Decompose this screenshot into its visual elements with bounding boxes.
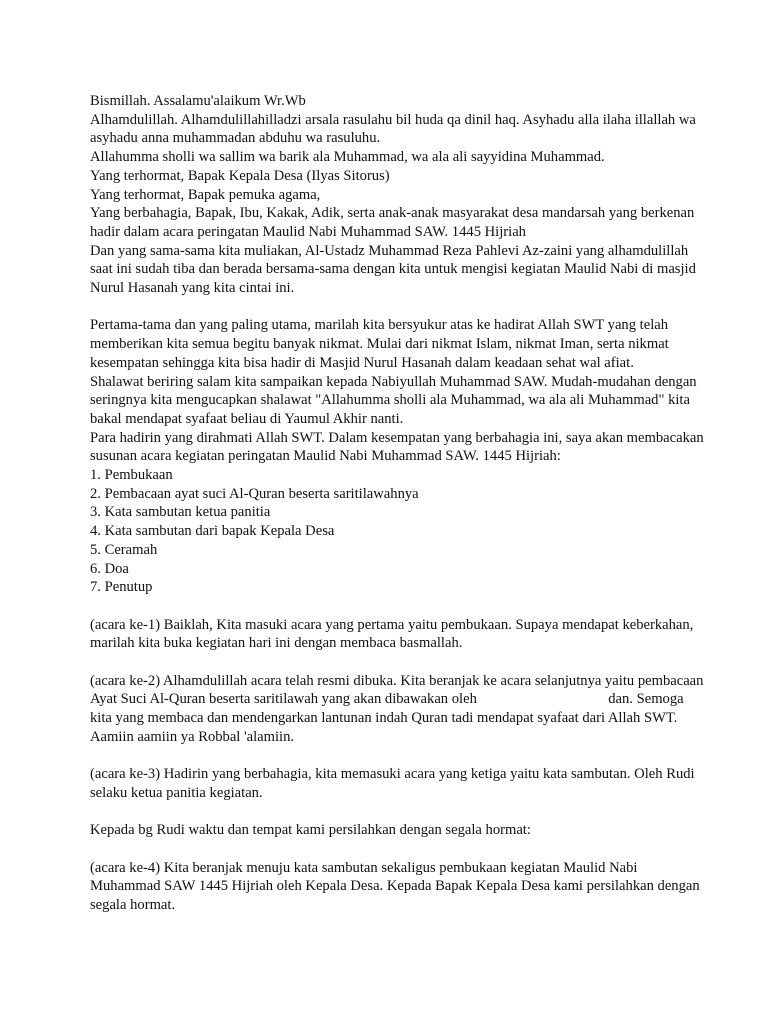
text-line: Muhammad SAW 1445 Hijriah oleh Kepala Desa. Kepada Bapak Kepala Desa kami persilahkan dengan <box>90 878 700 895</box>
paragraph-gap <box>90 298 708 317</box>
text-line: memberikan kita semua begitu banyak nikmat. Mulai dari nikmat Islam, nikmat Iman, serta nikmat <box>90 336 669 353</box>
text-line: Bismillah. Assalamu'alaikum Wr.Wb <box>90 93 306 109</box>
text-line: (acara ke-2) Alhamdulillah acara telah resmi dibuka. Kita beranjak ke acara selanjutnya yaitu pembacaan <box>90 672 704 689</box>
text-line: Yang berbahagia, Bapak, Ibu, Kakak, Adik, serta anak-anak masyarakat desa mandarsah yang berkenan <box>90 205 695 222</box>
text-line: saat ini sudah tiba dan berada bersama-sama dengan kita untuk mengisi kegiatan Maulid Nabi di masjid <box>90 261 696 278</box>
text-line: (acara ke-4) Kita beranjak menuju kata sambutan sekaligus pembukaan kegiatan Maulid Nabi <box>90 859 638 876</box>
text-line: selaku ketua panitia kegiatan. <box>90 784 263 801</box>
paragraph-gap <box>90 653 708 672</box>
text-line: asyhadu anna muhammadan abduhu wa rasuluhu. <box>90 130 381 147</box>
text-line: 6. Doa <box>90 560 129 577</box>
text-line: Allahumma sholli wa sallim wa barik ala Muhammad, wa ala ali sayyidina Muhammad. <box>90 149 605 166</box>
text-line: segala hormat. <box>90 897 176 914</box>
text-line: susunan acara kegiatan peringatan Maulid Nabi Muhammad SAW. 1445 Hijriah: <box>90 448 561 465</box>
text-line: Yang terhormat, Bapak pemuka agama, <box>90 186 321 203</box>
text-line: 1. Pembukaan <box>90 467 173 484</box>
paragraph-gap <box>90 840 708 859</box>
text-line: 4. Kata sambutan dari bapak Kepala Desa <box>90 523 335 540</box>
text-line: 2. Pembacaan ayat suci Al-Quran beserta saritilawahnya <box>90 485 419 502</box>
text-line: marilah kita buka kegiatan hari ini dengan membaca basmallah. <box>90 635 463 652</box>
text-line: Shalawat beriring salam kita sampaikan kepada Nabiyullah Muhammad SAW. Mudah-mudahan dengan <box>90 373 697 390</box>
text-line: 5. Ceramah <box>90 541 158 558</box>
text-line: seringnya kita mengucapkan shalawat "Allahumma sholli ala Muhammad, wa ala ali Muhammad" kita <box>90 392 690 409</box>
text-line: Pertama-tama dan yang paling utama, marilah kita bersyukur atas ke hadirat Allah SWT yang telah <box>90 317 669 334</box>
text-line: Ayat Suci Al-Quran beserta saritilawah yang akan dibawakan oleh dan. Semoga <box>90 691 684 708</box>
text-line: Aamiin aamiin ya Robbal 'alamiin. <box>90 728 295 745</box>
text-line: kita yang membaca dan mendengarkan lantunan indah Quran tadi mendapat syafaat dari Allah SWT. <box>90 710 678 727</box>
text-line: Yang terhormat, Bapak Kepala Desa (Ilyas Sitorus) <box>90 167 390 184</box>
text-line: Kepada bg Rudi waktu dan tempat kami persilahkan dengan segala hormat: <box>90 822 531 839</box>
text-line: kesempatan sehingga kita bisa hadir di Masjid Nurul Hasanah dalam keadaan sehat wal afiat. <box>90 354 634 371</box>
text-line: 3. Kata sambutan ketua panitia <box>90 504 271 521</box>
text-line: hadir dalam acara peringatan Maulid Nabi Muhammad SAW. 1445 Hijriah <box>90 223 526 240</box>
text-line: (acara ke-1) Baiklah, Kita masuki acara yang pertama yaitu pembukaan. Supaya mendapat keberkahan, <box>90 616 694 633</box>
text-line: Nurul Hasanah yang kita cintai ini. <box>90 280 295 297</box>
text-line: Para hadirin yang dirahmati Allah SWT. Dalam kesempatan yang berbahagia ini, saya akan membacakan <box>90 429 704 446</box>
paragraph-gap <box>90 747 708 766</box>
paragraph-gap <box>90 803 708 822</box>
text-line: (acara ke-3) Hadirin yang berbahagia, kita memasuki acara yang ketiga yaitu kata sambutan. Oleh Rudi <box>90 766 695 783</box>
text-line: bakal mendapat syafaat beliau di Yaumul Akhir nanti. <box>90 410 404 427</box>
text-line: Dan yang sama-sama kita muliakan, Al-Ustadz Muhammad Reza Pahlevi Az-zaini yang alhamdulillah <box>90 242 689 259</box>
paragraph-gap <box>90 597 708 616</box>
text-line: Alhamdulillah. Alhamdulillahilladzi arsala rasulahu bil huda qa dinil haq. Asyhadu alla ilaha illallah wa <box>90 111 696 128</box>
text-line: 7. Penutup <box>90 579 153 596</box>
